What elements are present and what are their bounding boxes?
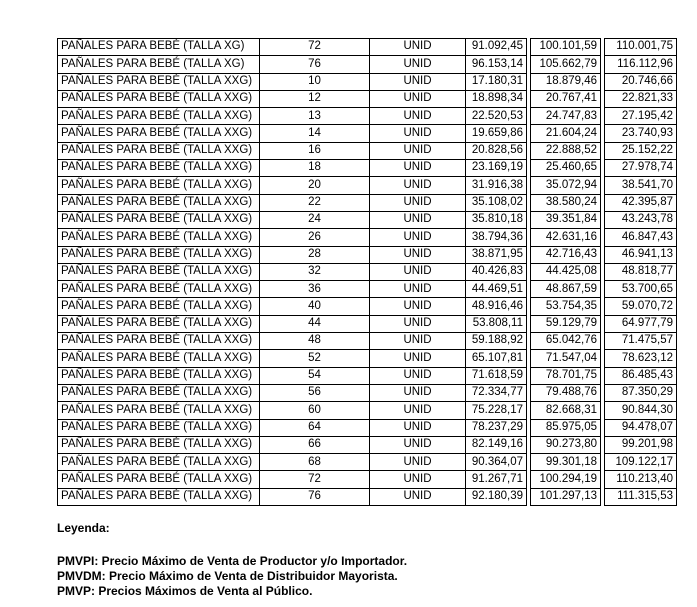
pmvdm-cell: 22.888,52 — [531, 142, 601, 159]
pmvpi-cell: 96.153,14 — [466, 56, 527, 73]
product-cell: PAÑALES PARA BEBÉ (TALLA XXG) — [58, 211, 260, 228]
unit-cell: UNID — [370, 281, 466, 298]
quantity-cell: 16 — [260, 142, 370, 159]
product-cell: PAÑALES PARA BEBÉ (TALLA XXG) — [58, 281, 260, 298]
quantity-cell: 40 — [260, 298, 370, 315]
pmvp-cell: 59.070,72 — [605, 298, 677, 315]
pmvdm-cell: 71.547,04 — [531, 350, 601, 367]
product-cell: PAÑALES PARA BEBÉ (TALLA XXG) — [58, 142, 260, 159]
table-row — [58, 39, 677, 56]
pmvp-cell: 110.213,40 — [605, 471, 677, 488]
product-cell: PAÑALES PARA BEBÉ (TALLA XXG) — [58, 125, 260, 142]
quantity-cell: 72 — [260, 471, 370, 488]
pmvp-cell: 48.818,77 — [605, 263, 677, 280]
table-body — [58, 39, 677, 506]
pmvpi-cell: 22.520,53 — [466, 108, 527, 125]
pmvpi-cell: 35.810,18 — [466, 211, 527, 228]
quantity-cell: 54 — [260, 367, 370, 384]
pmvdm-cell: 48.867,59 — [531, 281, 601, 298]
product-cell: PAÑALES PARA BEBÉ (TALLA XXG) — [58, 229, 260, 246]
quantity-cell: 64 — [260, 419, 370, 436]
pmvpi-cell: 78.237,29 — [466, 419, 527, 436]
pmvpi-cell: 38.794,36 — [466, 229, 527, 246]
legend-line-pmvpi: PMVPI: Precio Máximo de Venta de Productor y/o Importador. — [57, 554, 408, 568]
quantity-cell: 13 — [260, 108, 370, 125]
pmvp-cell: 27.978,74 — [605, 160, 677, 177]
unit-cell: UNID — [370, 298, 466, 315]
unit-cell: UNID — [370, 194, 466, 211]
table-row — [58, 108, 677, 125]
table-row — [58, 384, 677, 401]
pmvdm-cell: 24.747,83 — [531, 108, 601, 125]
table-row — [58, 419, 677, 436]
table-row — [58, 315, 677, 332]
pmvpi-cell: 38.871,95 — [466, 246, 527, 263]
pmvdm-cell: 90.273,80 — [531, 436, 601, 453]
table-row — [58, 177, 677, 194]
pmvdm-cell: 25.460,65 — [531, 160, 601, 177]
product-cell: PAÑALES PARA BEBÉ (TALLA XXG) — [58, 90, 260, 107]
pmvdm-cell: 59.129,79 — [531, 315, 601, 332]
quantity-cell: 36 — [260, 281, 370, 298]
table-row — [58, 90, 677, 107]
pmvpi-cell: 72.334,77 — [466, 384, 527, 401]
table-row — [58, 211, 677, 228]
pmvdm-cell: 100.294,19 — [531, 471, 601, 488]
pmvdm-cell: 44.425,08 — [531, 263, 601, 280]
unit-cell: UNID — [370, 142, 466, 159]
pmvdm-cell: 99.301,18 — [531, 454, 601, 471]
pmvdm-cell: 39.351,84 — [531, 211, 601, 228]
unit-cell: UNID — [370, 384, 466, 401]
product-cell: PAÑALES PARA BEBÉ (TALLA XG) — [58, 39, 260, 56]
pmvdm-cell: 79.488,76 — [531, 384, 601, 401]
quantity-cell: 12 — [260, 90, 370, 107]
quantity-cell: 76 — [260, 56, 370, 73]
pmvdm-cell: 78.701,75 — [531, 367, 601, 384]
pmvpi-cell: 48.916,46 — [466, 298, 527, 315]
product-cell: PAÑALES PARA BEBÉ (TALLA XXG) — [58, 471, 260, 488]
table-row — [58, 246, 677, 263]
pmvp-cell: 90.844,30 — [605, 402, 677, 419]
pmvpi-cell: 59.188,92 — [466, 333, 527, 350]
unit-cell: UNID — [370, 488, 466, 505]
table-row — [58, 73, 677, 90]
quantity-cell: 28 — [260, 246, 370, 263]
table-row — [58, 142, 677, 159]
pmvp-cell: 94.478,07 — [605, 419, 677, 436]
product-cell: PAÑALES PARA BEBÉ (TALLA XXG) — [58, 402, 260, 419]
pmvpi-cell: 71.618,59 — [466, 367, 527, 384]
quantity-cell: 22 — [260, 194, 370, 211]
pmvp-cell: 109.122,17 — [605, 454, 677, 471]
product-cell: PAÑALES PARA BEBÉ (TALLA XXG) — [58, 177, 260, 194]
unit-cell: UNID — [370, 436, 466, 453]
product-cell: PAÑALES PARA BEBÉ (TALLA XXG) — [58, 263, 260, 280]
pmvp-cell: 46.941,13 — [605, 246, 677, 263]
unit-cell: UNID — [370, 90, 466, 107]
product-cell: PAÑALES PARA BEBÉ (TALLA XXG) — [58, 350, 260, 367]
pmvpi-cell: 35.108,02 — [466, 194, 527, 211]
pmvp-cell: 64.977,79 — [605, 315, 677, 332]
pmvpi-cell: 90.364,07 — [466, 454, 527, 471]
product-cell: PAÑALES PARA BEBÉ (TALLA XXG) — [58, 246, 260, 263]
pmvdm-cell: 18.879,46 — [531, 73, 601, 90]
unit-cell: UNID — [370, 108, 466, 125]
unit-cell: UNID — [370, 246, 466, 263]
pmvpi-cell: 23.169,19 — [466, 160, 527, 177]
table-row — [58, 125, 677, 142]
product-cell: PAÑALES PARA BEBÉ (TALLA XXG) — [58, 73, 260, 90]
pmvdm-cell: 20.767,41 — [531, 90, 601, 107]
table-row — [58, 367, 677, 384]
unit-cell: UNID — [370, 333, 466, 350]
pmvpi-cell: 18.898,34 — [466, 90, 527, 107]
pmvdm-cell: 21.604,24 — [531, 125, 601, 142]
quantity-cell: 52 — [260, 350, 370, 367]
pmvp-cell: 38.541,70 — [605, 177, 677, 194]
product-cell: PAÑALES PARA BEBÉ (TALLA XXG) — [58, 384, 260, 401]
product-cell: PAÑALES PARA BEBÉ (TALLA XXG) — [58, 315, 260, 332]
quantity-cell: 66 — [260, 436, 370, 453]
pmvpi-cell: 82.149,16 — [466, 436, 527, 453]
quantity-cell: 44 — [260, 315, 370, 332]
pmvdm-cell: 35.072,94 — [531, 177, 601, 194]
table-row — [58, 229, 677, 246]
legend-line-pmvdm: PMVDM: Precio Máximo de Venta de Distribuidor Mayorista. — [57, 569, 398, 583]
pmvpi-cell: 20.828,56 — [466, 142, 527, 159]
table-row — [58, 56, 677, 73]
pmvp-cell: 42.395,87 — [605, 194, 677, 211]
unit-cell: UNID — [370, 471, 466, 488]
quantity-cell: 26 — [260, 229, 370, 246]
legend-line-pmvp: PMVP: Precios Máximos de Venta al Público. — [57, 584, 313, 598]
quantity-cell: 56 — [260, 384, 370, 401]
pmvp-cell: 86.485,43 — [605, 367, 677, 384]
table-row — [58, 471, 677, 488]
pmvpi-cell: 19.659,86 — [466, 125, 527, 142]
pmvdm-cell: 53.754,35 — [531, 298, 601, 315]
quantity-cell: 18 — [260, 160, 370, 177]
pmvdm-cell: 105.662,79 — [531, 56, 601, 73]
pmvp-cell: 27.195,42 — [605, 108, 677, 125]
pmvpi-cell: 92.180,39 — [466, 488, 527, 505]
unit-cell: UNID — [370, 367, 466, 384]
pmvp-cell: 71.475,57 — [605, 333, 677, 350]
quantity-cell: 24 — [260, 211, 370, 228]
table-row — [58, 194, 677, 211]
unit-cell: UNID — [370, 350, 466, 367]
price-table — [57, 38, 677, 506]
pmvp-cell: 87.350,29 — [605, 384, 677, 401]
pmvdm-cell: 42.631,16 — [531, 229, 601, 246]
table-row — [58, 160, 677, 177]
product-cell: PAÑALES PARA BEBÉ (TALLA XXG) — [58, 194, 260, 211]
table-row — [58, 350, 677, 367]
pmvp-cell: 22.821,33 — [605, 90, 677, 107]
unit-cell: UNID — [370, 454, 466, 471]
unit-cell: UNID — [370, 229, 466, 246]
table-row — [58, 333, 677, 350]
pmvdm-cell: 101.297,13 — [531, 488, 601, 505]
pmvp-cell: 23.740,93 — [605, 125, 677, 142]
unit-cell: UNID — [370, 177, 466, 194]
unit-cell: UNID — [370, 125, 466, 142]
product-cell: PAÑALES PARA BEBÉ (TALLA XXG) — [58, 436, 260, 453]
pmvdm-cell: 85.975,05 — [531, 419, 601, 436]
pmvpi-cell: 40.426,83 — [466, 263, 527, 280]
product-cell: PAÑALES PARA BEBÉ (TALLA XXG) — [58, 160, 260, 177]
table-row — [58, 263, 677, 280]
pmvpi-cell: 31.916,38 — [466, 177, 527, 194]
pmvp-cell: 20.746,66 — [605, 73, 677, 90]
quantity-cell: 76 — [260, 488, 370, 505]
quantity-cell: 20 — [260, 177, 370, 194]
unit-cell: UNID — [370, 160, 466, 177]
pmvpi-cell: 91.092,45 — [466, 39, 527, 56]
table-row — [58, 281, 677, 298]
table-row — [58, 436, 677, 453]
table-row — [58, 454, 677, 471]
pmvdm-cell: 82.668,31 — [531, 402, 601, 419]
product-cell: PAÑALES PARA BEBÉ (TALLA XXG) — [58, 367, 260, 384]
pmvp-cell: 53.700,65 — [605, 281, 677, 298]
unit-cell: UNID — [370, 39, 466, 56]
unit-cell: UNID — [370, 73, 466, 90]
unit-cell: UNID — [370, 315, 466, 332]
quantity-cell: 60 — [260, 402, 370, 419]
quantity-cell: 68 — [260, 454, 370, 471]
unit-cell: UNID — [370, 419, 466, 436]
quantity-cell: 14 — [260, 125, 370, 142]
pmvpi-cell: 17.180,31 — [466, 73, 527, 90]
pmvp-cell: 43.243,78 — [605, 211, 677, 228]
table-row — [58, 298, 677, 315]
pmvp-cell: 99.201,98 — [605, 436, 677, 453]
pmvdm-cell: 100.101,59 — [531, 39, 601, 56]
quantity-cell: 48 — [260, 333, 370, 350]
product-cell: PAÑALES PARA BEBÉ (TALLA XXG) — [58, 333, 260, 350]
table-row — [58, 488, 677, 505]
pmvp-cell: 110.001,75 — [605, 39, 677, 56]
pmvpi-cell: 75.228,17 — [466, 402, 527, 419]
quantity-cell: 10 — [260, 73, 370, 90]
pmvpi-cell: 44.469,51 — [466, 281, 527, 298]
product-cell: PAÑALES PARA BEBÉ (TALLA XXG) — [58, 454, 260, 471]
product-cell: PAÑALES PARA BEBÉ (TALLA XXG) — [58, 419, 260, 436]
quantity-cell: 72 — [260, 39, 370, 56]
pmvdm-cell: 65.042,76 — [531, 333, 601, 350]
pmvp-cell: 111.315,53 — [605, 488, 677, 505]
product-cell: PAÑALES PARA BEBÉ (TALLA XG) — [58, 56, 260, 73]
pmvp-cell: 116.112,96 — [605, 56, 677, 73]
unit-cell: UNID — [370, 402, 466, 419]
table-row — [58, 402, 677, 419]
pmvpi-cell: 65.107,81 — [466, 350, 527, 367]
legend-title: Leyenda: — [57, 521, 110, 535]
product-cell: PAÑALES PARA BEBÉ (TALLA XXG) — [58, 298, 260, 315]
unit-cell: UNID — [370, 211, 466, 228]
pmvp-cell: 46.847,43 — [605, 229, 677, 246]
pmvdm-cell: 42.716,43 — [531, 246, 601, 263]
pmvp-cell: 25.152,22 — [605, 142, 677, 159]
unit-cell: UNID — [370, 263, 466, 280]
quantity-cell: 32 — [260, 263, 370, 280]
product-cell: PAÑALES PARA BEBÉ (TALLA XXG) — [58, 108, 260, 125]
product-cell: PAÑALES PARA BEBÉ (TALLA XXG) — [58, 488, 260, 505]
pmvdm-cell: 38.580,24 — [531, 194, 601, 211]
pmvp-cell: 78.623,12 — [605, 350, 677, 367]
pmvpi-cell: 53.808,11 — [466, 315, 527, 332]
pmvpi-cell: 91.267,71 — [466, 471, 527, 488]
unit-cell: UNID — [370, 56, 466, 73]
